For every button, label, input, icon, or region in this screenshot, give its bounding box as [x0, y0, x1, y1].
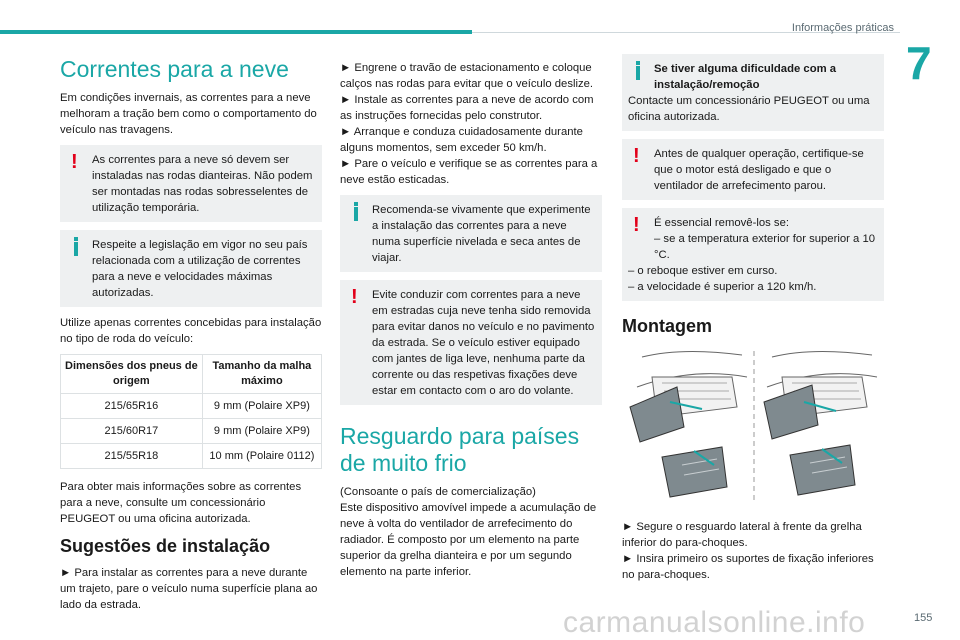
step-text: ► Arranque e conduza cuidadosamente durante alguns momentos, sem exceder 50 km/h. [340, 126, 583, 154]
info-text: Contacte um concessionário PEUGEOT ou uma oficina autorizada. [628, 95, 870, 123]
warning-text: Evite conduzir com correntes para a neve em estradas cuja neve tenha sido removida para evitar danos no veículo e no pavimento da estrada. Se o veículo estiver equipado com jantes de liga leve, nenhuma parte da corrente ou das respetivas fixações deve estar em contacto com o aro do volante. [372, 289, 595, 397]
table-cell: 215/65R16 [61, 394, 203, 419]
warning-title: É essencial removê-los se: [654, 217, 789, 229]
table-row [61, 444, 322, 469]
page-title: Correntes para a neve [60, 56, 289, 82]
step-text: ► Pare o veículo e verifique se as correntes para a neve estão esticadas. [340, 158, 598, 186]
info-icon [74, 237, 78, 241]
warning-text: Antes de qualquer operação, certifique-se que o motor está desligado e que o ventilador de arrefecimento parou. [654, 148, 864, 192]
column-2 [340, 54, 602, 587]
column-1 [60, 54, 322, 620]
info-title: Se tiver alguma dificuldade com a instalação/remoção [654, 63, 837, 91]
info-text: Respeite a legislação em vigor no seu país relacionada com a utilização de correntes para a neve e velocidades máximas autorizadas. [92, 239, 308, 299]
subheading-montagem: Montagem [622, 316, 712, 336]
warning-box [622, 208, 884, 301]
chain-size-table [60, 354, 322, 469]
table-cell: 9 mm (Polaire XP9) [202, 419, 321, 444]
header-accent-bar [0, 30, 472, 34]
step-text: ► Engrene o travão de estacionamento e coloque calços nas rodas para evitar que o veículo deslize. [340, 62, 594, 90]
table-row [61, 394, 322, 419]
table-cell: 10 mm (Polaire 0112) [202, 444, 321, 469]
table-cell: 215/60R17 [61, 419, 203, 444]
more-info-text: Para obter mais informações sobre as correntes para a neve, consulte um concessionário PEUGEOT ou uma oficina autorizada. [60, 481, 302, 525]
section-title: Informações práticas [791, 22, 894, 34]
step-text: ► Insira primeiro os suportes de fixação inferiores no para-choques. [622, 553, 874, 581]
warning-icon: ! [71, 151, 78, 173]
table-row [61, 419, 322, 444]
info-box [60, 230, 322, 307]
warning-box [60, 145, 322, 222]
section-heading: Resguardo para países de muito frio [340, 423, 580, 476]
warning-box [340, 280, 602, 405]
warning-box [622, 139, 884, 200]
description-text: Este dispositivo amovível impede a acumulação de neve à volta do ventilador de arrefecimento do radiador. É composto por um elemento na parte superior da grelha dianteira e por um segundo elemento na parte inferior. [340, 502, 597, 578]
step-text: ► Instale as correntes para a neve de acordo com as instruções fornecidas pelo construtor. [340, 94, 594, 122]
table-cell: 9 mm (Polaire XP9) [202, 394, 321, 419]
table-header: Dimensões dos pneus de origem [61, 355, 203, 394]
warning-icon: ! [351, 286, 358, 308]
page-number: 155 [914, 612, 933, 624]
grille-shield-illustration [622, 347, 886, 507]
info-icon [636, 61, 640, 65]
info-box [340, 195, 602, 272]
table-header: Tamanho da malha máximo [202, 355, 321, 394]
usage-text: Utilize apenas correntes concebidas para instalação no tipo de roda do veículo: [60, 317, 322, 345]
list-item: – a velocidade é superior a 120 km/h. [628, 281, 817, 293]
table-cell: 215/55R18 [61, 444, 203, 469]
warning-text: As correntes para a neve só devem ser instaladas nas rodas dianteiras. Não podem ser montadas nas rodas sobresselentes de utilização temporária. [92, 154, 313, 214]
list-item: – se a temperatura exterior for superior a 10 °C. [654, 233, 876, 261]
column-3 [622, 54, 884, 583]
info-text: Recomenda-se vivamente que experimente a instalação das correntes para a neve numa superfície nivelada e seca antes de viajar. [372, 204, 591, 264]
list-item: – o reboque estiver em curso. [628, 265, 778, 277]
warning-icon: ! [633, 214, 640, 236]
watermark: carmanualsonline.info [563, 606, 866, 639]
warning-icon: ! [633, 145, 640, 167]
subheading-installation: Sugestões de instalação [60, 536, 271, 556]
step-text: ► Segure o resguardo lateral à frente da grelha inferior do para-choques. [622, 521, 862, 549]
availability-text: (Consoante o país de comercialização) [340, 486, 536, 498]
chapter-number: 7 [906, 37, 932, 89]
step-text: ► Para instalar as correntes para a neve durante um trajeto, pare o veículo numa superfície plana ao lado da estrada. [60, 567, 318, 611]
info-icon [354, 202, 358, 206]
intro-text: Em condições invernais, as correntes para a neve melhoram a tração bem como o comportamento do veículo nas travagens. [60, 92, 317, 136]
info-box [622, 54, 884, 131]
